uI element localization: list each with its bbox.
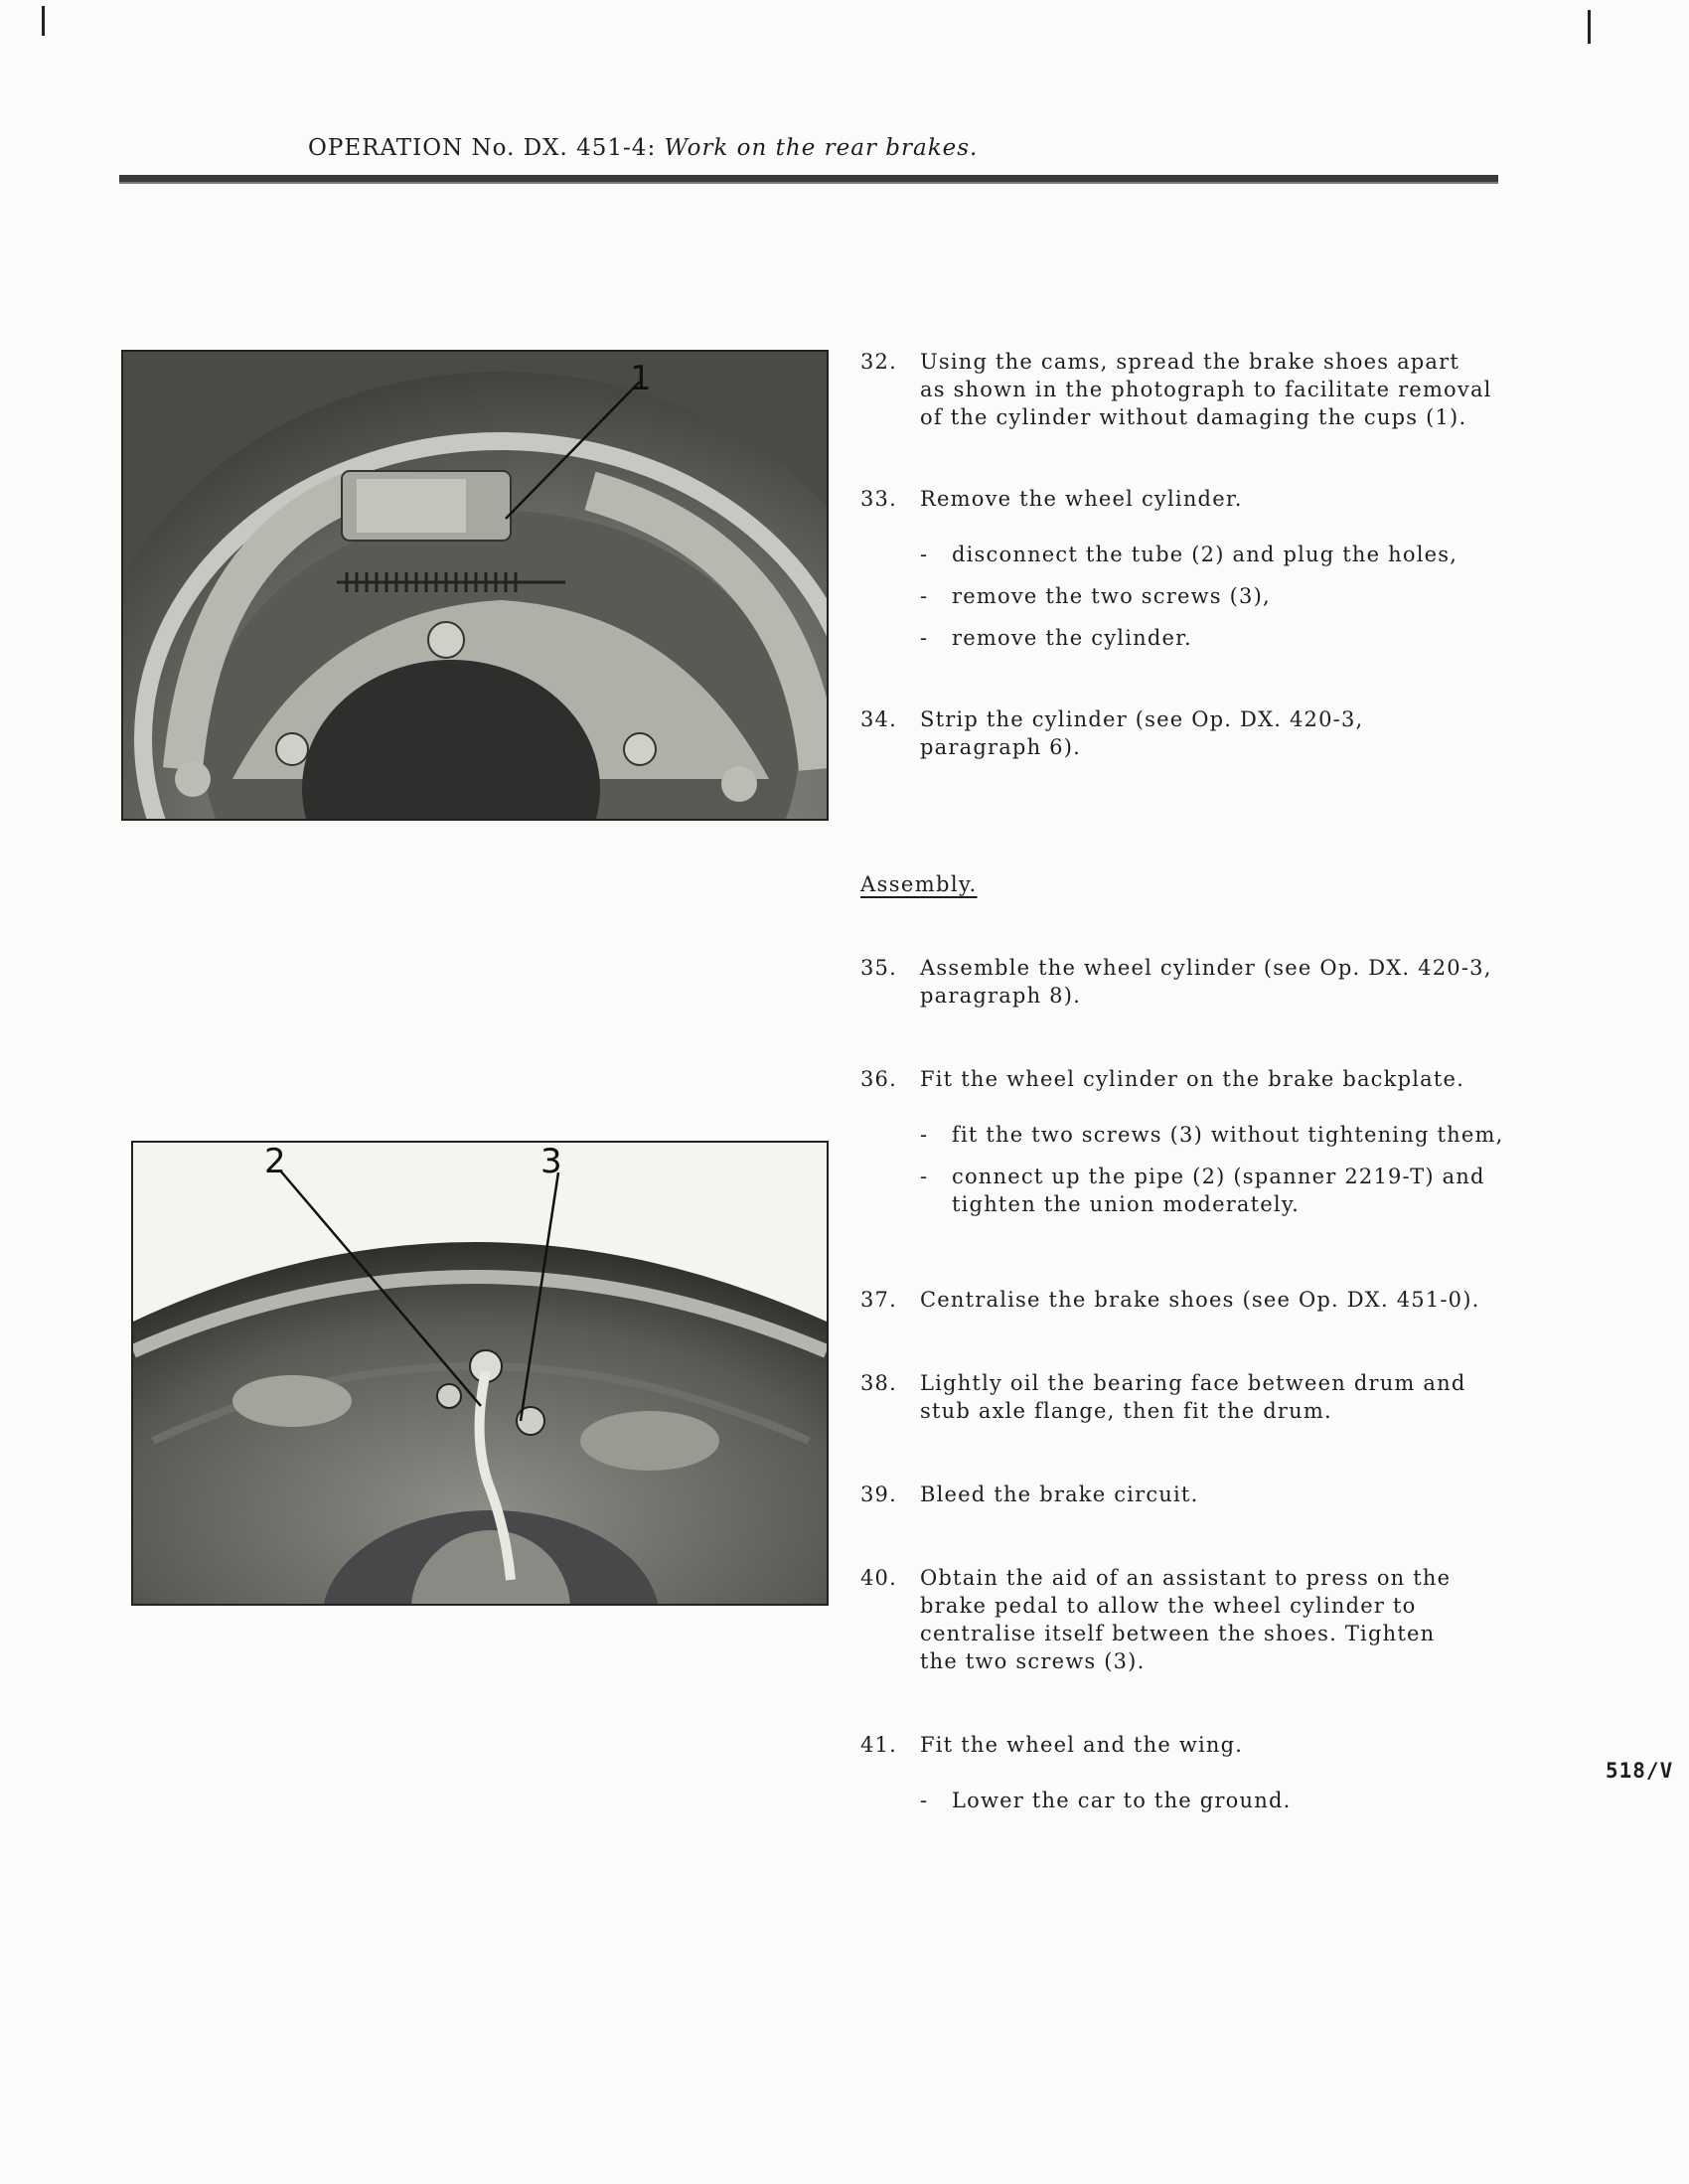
scan-edge-mark-left [42,6,45,36]
step-text: Obtain the aid of an assistant to press on the brake pedal to allow the wheel cylinder to centralise itself between the shoes. Tighten the two screws (3). [920,1566,1452,1673]
substep-text: Lower the car to the ground. [952,1789,1292,1812]
substep-text: disconnect the tube (2) and plug the holes, [952,543,1459,566]
bullet-dash: - [920,626,929,650]
page-header [308,135,978,161]
step-text: Strip the cylinder (see Op. DX. 420-3, paragraph 6). [920,707,1364,759]
substep-text: remove the two screws (3), [952,584,1271,608]
substep-text: remove the cylinder. [952,626,1192,650]
photo-brake-shoes-spread [121,350,829,821]
page-number: 518/V [1606,1759,1674,1783]
bullet-dash: - [920,1789,929,1812]
step-number: 37. [860,1288,897,1312]
step-number: 41. [860,1733,897,1757]
section-title-assembly: Assembly. [860,872,978,896]
photo-backplate-pipe-screws [131,1141,829,1606]
step-number: 39. [860,1482,897,1506]
operation-title: Work on the rear brakes. [664,135,979,161]
substep-text: fit the two screws (3) without tightening them, [952,1123,1504,1147]
step-number: 38. [860,1371,897,1395]
step-number: 33. [860,487,897,511]
bullet-dash: - [920,584,929,608]
bullet-dash: - [920,1165,929,1188]
photo-1-label-1: 1 [630,359,652,398]
step-text: Assemble the wheel cylinder (see Op. DX. 420-3, paragraph 8). [920,956,1492,1008]
operation-number: OPERATION No. DX. 451-4: [308,135,657,161]
photo-2-label-3: 3 [540,1143,562,1181]
step-text: Lightly oil the bearing face between drum and stub axle flange, then fit the drum. [920,1371,1466,1423]
step-number: 40. [860,1566,897,1590]
step-number: 35. [860,956,897,980]
step-text: Centralise the brake shoes (see Op. DX. 451-0). [920,1288,1480,1312]
step-text: Using the cams, spread the brake shoes apart as shown in the photograph to facilitate removal of the cylinder without damaging the cups (1). [920,350,1492,429]
bullet-dash: - [920,1123,929,1147]
header-rule [119,175,1498,184]
bullet-dash: - [920,543,929,566]
step-number: 34. [860,707,897,731]
step-text: Remove the wheel cylinder. [920,487,1243,511]
scan-edge-mark-right [1588,10,1591,44]
substep-text: connect up the pipe (2) (spanner 2219-T) and tighten the union moderately. [952,1165,1485,1216]
photo-2-label-2: 2 [264,1143,286,1181]
step-number: 36. [860,1067,897,1091]
step-text: Fit the wheel and the wing. [920,1733,1244,1757]
step-text: Fit the wheel cylinder on the brake backplate. [920,1067,1464,1091]
step-number: 32. [860,350,897,374]
step-text: Bleed the brake circuit. [920,1482,1199,1506]
